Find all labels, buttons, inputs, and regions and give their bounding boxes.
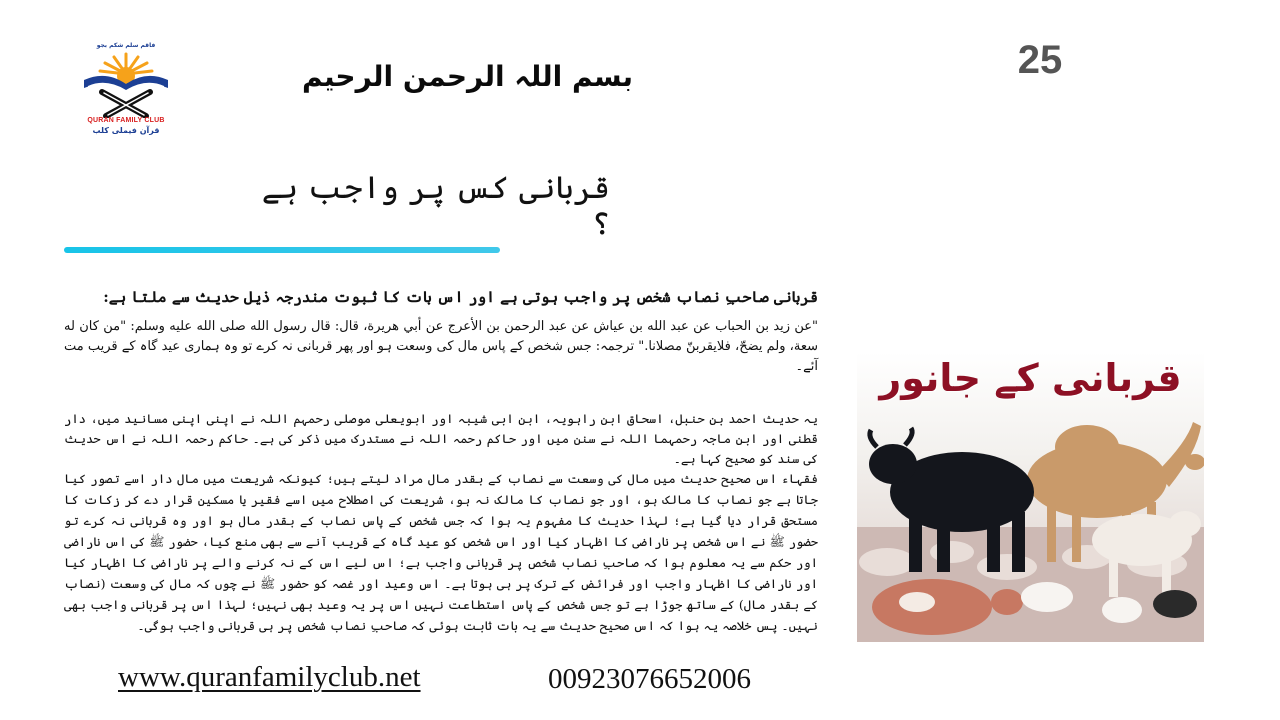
sacrificial-animals-image	[857, 352, 1204, 642]
section-heading: قربانی کس پر واجب ہے ؟	[261, 170, 610, 242]
hadith-paragraph: "عن زيد بن الحباب عن عبد الله بن عياش عن عبد الرحمن بن الأعرج عن أبي هريرة، قال: قال رسول الله صلى الله عليه وسلم: "من كان له سعة، ولم يضحّ، فلايقربنّ مصلانا." ترجمہ: جس شخص کے پاس مال کی وسعت ہو اور پھر قربانی نہ کرے تو وہ ہماری عید گاہ کے قریب مت آئے۔	[64, 319, 818, 374]
logo-name-urdu: قرآن فیملی کلب	[92, 126, 160, 135]
animals-caption: قربانی کے جانور	[879, 356, 1182, 400]
intro-paragraph: قربانی صاحبِ نصاب شخص پر واجب ہوتی ہے اور اس بات کا ثبوت مندرجہ ذیل حدیث سے ملتا ہے:	[103, 288, 818, 306]
phone-number: 00923076652006	[548, 663, 751, 695]
heading-underline	[64, 247, 500, 253]
fiqh-paragraph: فقہاء اس صحیح حدیث میں مال کی وسعت سے نصاب کے بقدر مال مراد لیتے ہیں؛ کیونکہ شریعت میں مال دار اسے تصور کیا جاتا ہے جو نصاب کا مالک ہو، اور جو نصاب کا مالک نہ ہو، شریعت کی اصطلاح میں اسے فقیر یا مسکین قرار دے کر زکات کا مستحق قرار دیا گیا ہے؛ لہذا حدیث کا مفہوم یہ ہوا کہ جس شخص کے پاس نصاب کے بقدر مال ہو اور وہ قربانی نہ کرے تو حضور ﷺ نے اس شخص پر ناراضی کا اظہار کیا اور اس شخص کو عید گاہ کے قریب آنے سے بھی منع کیا، حضور ﷺ کی اس ناراضی اور حکم سے یہ معلوم ہوا کہ صاحبِ نصاب شخص پر قربانی واجب ہے؛ اس لیے اس کے نہ کرنے والے پر ناراضی کا اظہار کیا اور ناراضی کا اظہار واجب اور فرائض کے ترک پر ہی ہوتا ہے۔ اس وعید اور غصہ کو حضور ﷺ نے چوں کہ مال کی وسعت (نصاب کے بقدر مال) کے ساتھ جوڑا ہے تو جس شخص کے پاس استطاعت نہیں اس پر یہ وعید بھی نہیں؛ لہذا اس پر قربانی واجب بھی نہیں۔ پس خلاصہ یہ ہوا کہ اس صحیح حدیث سے یہ بات ثابت ہوئی کہ صاحبِ نصاب شخص پر ہی قربانی واجب ہوگی۔	[64, 471, 818, 633]
bismillah-title: بسم اللہ الرحمن الرحیم	[302, 60, 633, 93]
quran-family-club-logo	[76, 40, 176, 140]
logo-name-english: QURAN FAMILY CLUB	[87, 117, 165, 124]
logo-arc-text: فاقم سلم شکم بجو	[96, 42, 156, 49]
sources-paragraph: یہ حدیث احمد بن حنبل، اسحاق ابن راہویہ، ابن ابی شیبہ اور ابویعلی موصلی رحمہم اللہ نے اپنی اپنی مسانید میں، دار قطنی اور ابن ماجہ رحمہما اللہ نے سنن میں اور حاکم رحمہ اللہ نے مستدرک میں ذکر کی ہے۔ حاکم رحمہ اللہ نے اس حدیث کی سند کو صحیح کہا ہے۔	[64, 411, 818, 466]
website-link[interactable]: www.quranfamilyclub.net	[118, 661, 421, 693]
page-number: 25	[1017, 38, 1063, 82]
open-book-sunrise-icon	[76, 40, 176, 118]
